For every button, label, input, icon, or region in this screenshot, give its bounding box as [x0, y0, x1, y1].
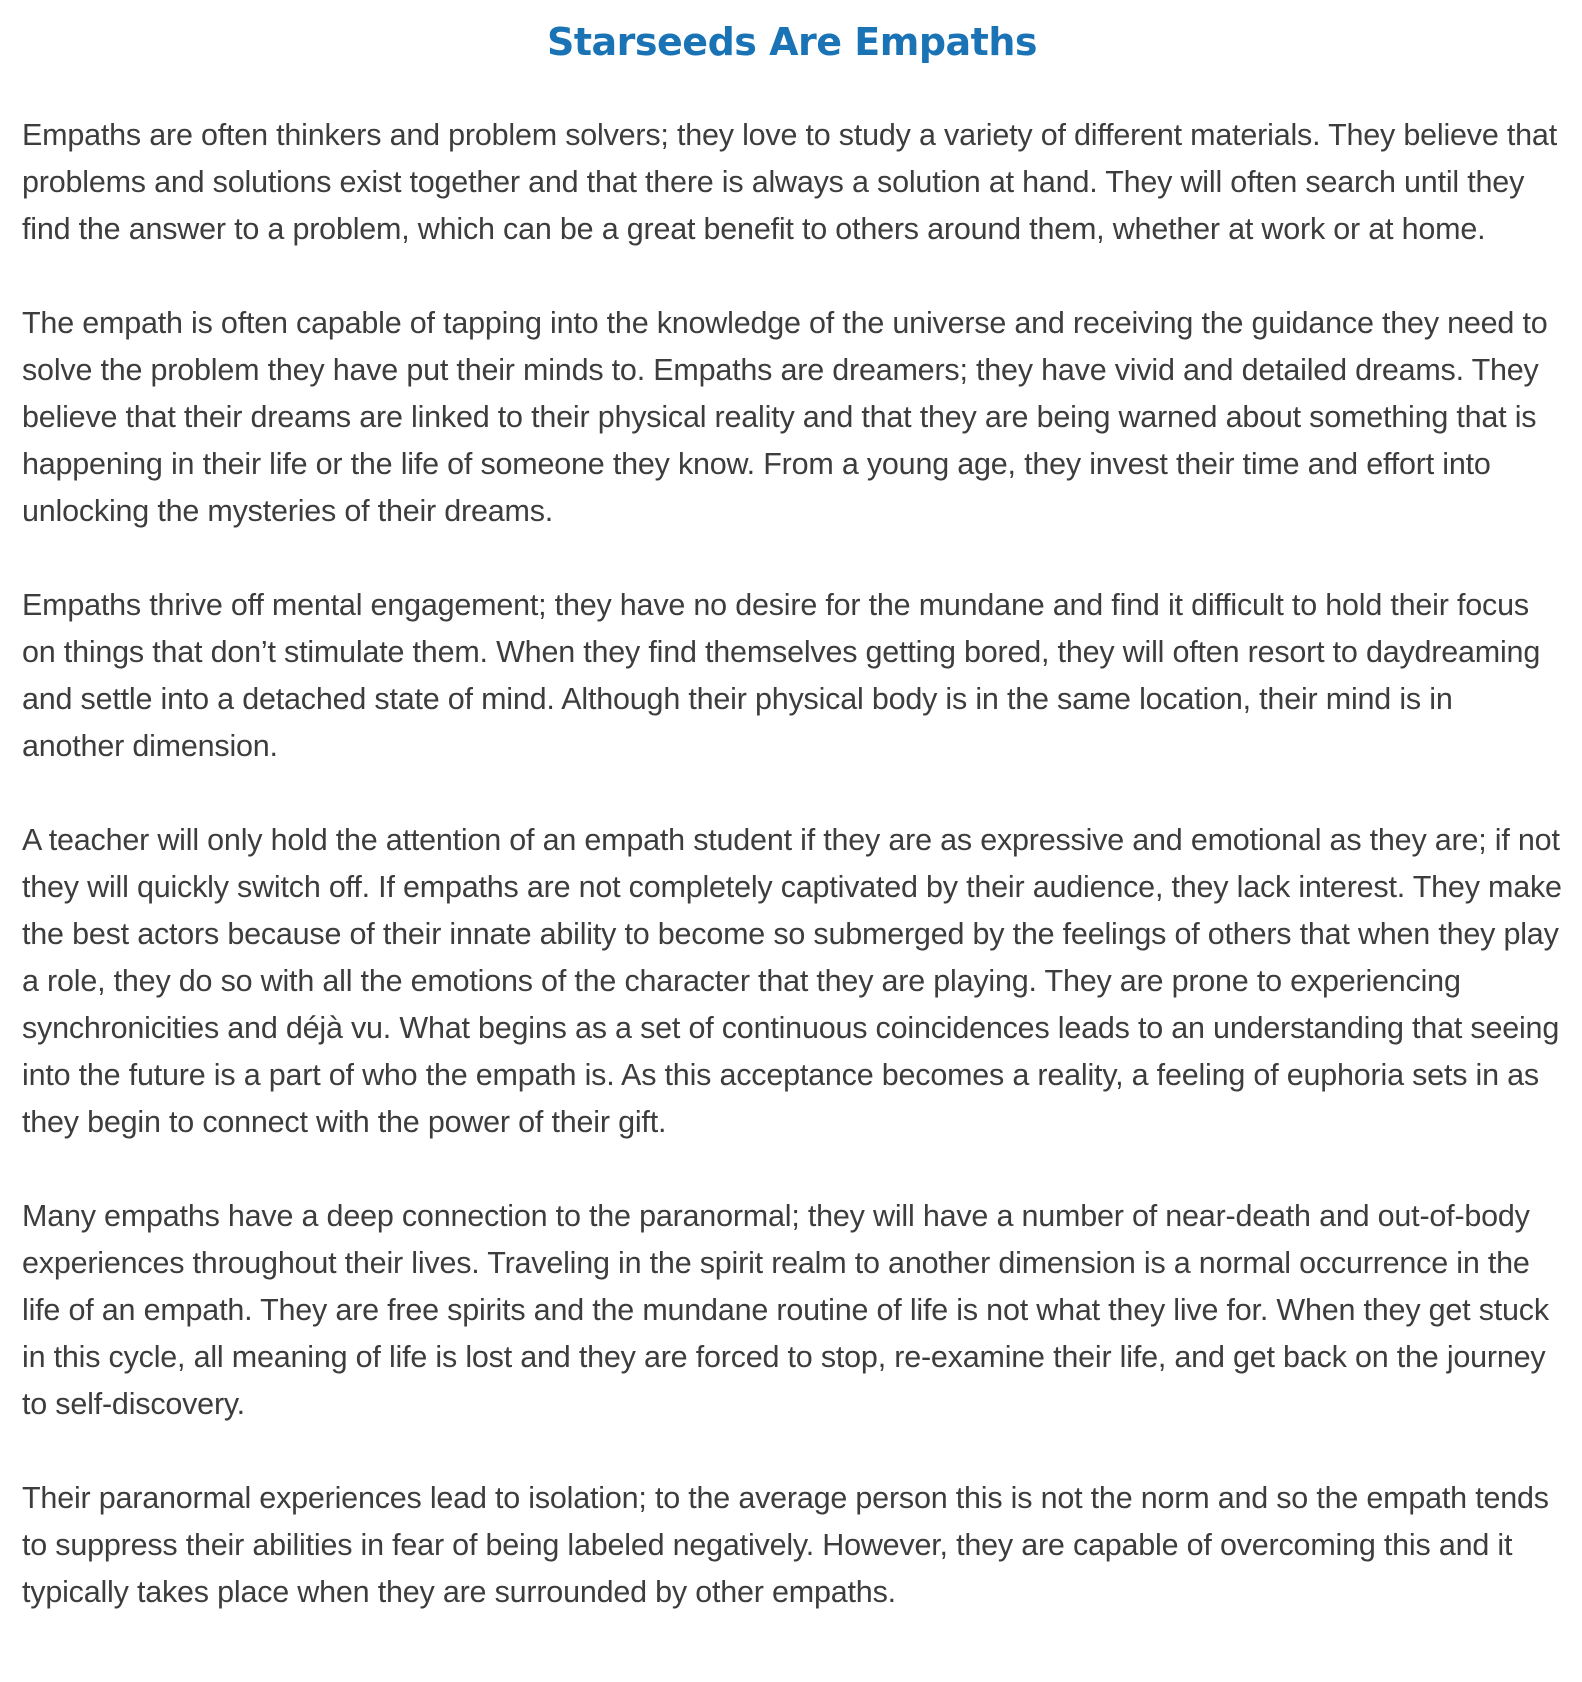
paragraph-5: Many empaths have a deep connection to the paranormal; they will have a number of near-death and out-of-body experiences throughout their lives. Traveling in the spirit realm to another dimension is a normal occurrence in the life of an empath. They are free spirits and the mundane routine of life is not what they live for. When they get stuck in this cycle, all meaning of life is lost and they are forced to stop, re-examine their life, and get back on the journey to self-discovery. [22, 1199, 1549, 1421]
paragraph-2: The empath is often capable of tapping into the knowledge of the universe and receiving the guidance they need to solve the problem they have put their minds to. Empaths are dreamers; they have vivid and detailed dreams. They believe that their dreams are linked to their physical reality and that they are being warned about something that is happening in their life or the life of someone they know. From a young age, they invest their time and effort into unlocking the mysteries of their dreams. [22, 306, 1548, 528]
paragraph-1: Empaths are often thinkers and problem solvers; they love to study a variety of different materials. They believe that problems and solutions exist together and that there is always a solution at hand. They will often search until they find the answer to a problem, which can be a great benefit to others around them, whether at work or at home. [22, 118, 1557, 246]
article-title: Starseeds Are Empaths [546, 20, 1037, 64]
paragraph-6: Their paranormal experiences lead to isolation; to the average person this is not the norm and so the empath tends to suppress their abilities in fear of being labeled negatively. However, they are capable of overcoming this and it typically takes place when they are surrounded by other empaths. [22, 1481, 1549, 1609]
article [22, 0, 1562, 1616]
article-body [22, 112, 1562, 1616]
paragraph-3: Empaths thrive off mental engagement; they have no desire for the mundane and find it difficult to hold their focus on things that don’t stimulate them. When they find themselves getting bored, they will often resort to daydreaming and settle into a detached state of mind. Although their physical body is in the same location, their mind is in another dimension. [22, 588, 1541, 763]
paragraph-4: A teacher will only hold the attention of an empath student if they are as expressive and emotional as they are; if not they will quickly switch off. If empaths are not completely captivated by their audience, they lack interest. They make the best actors because of their innate ability to become so submerged by the feelings of others that when they play a role, they do so with all the emotions of the character that they are playing. They are prone to experiencing synchronicities and déjà vu. What begins as a set of continuous coincidences leads to an understanding that seeing into the future is a part of who the empath is. As this acceptance becomes a reality, a feeling of euphoria sets in as they begin to connect with the power of their gift. [22, 823, 1562, 1139]
